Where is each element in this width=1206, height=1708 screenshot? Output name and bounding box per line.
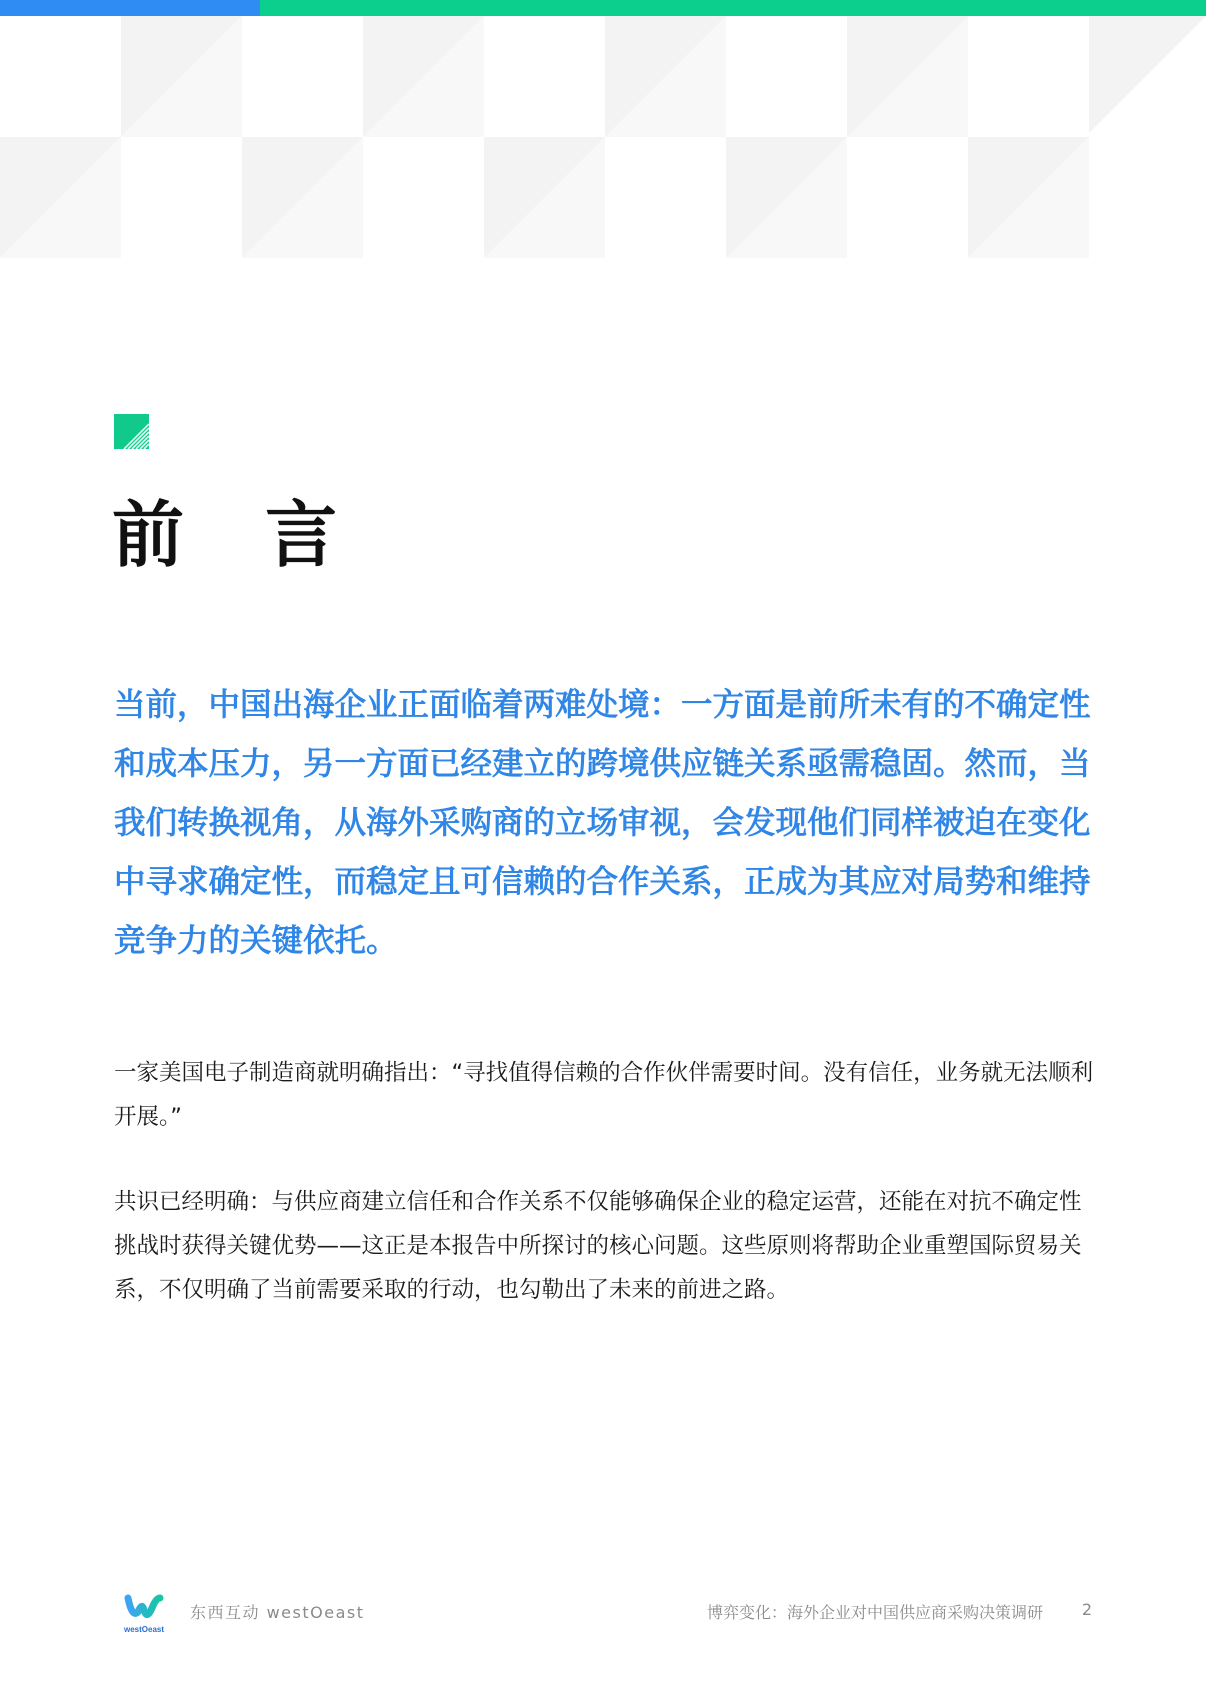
top-bar-green-segment [260, 0, 1206, 16]
brand-name: 东西互动 westOeast [190, 1603, 365, 1622]
top-accent-bar [0, 0, 1206, 16]
body-paragraph-quote: 一家美国电子制造商就明确指出：“寻找值得信赖的合作伙伴需要时间。没有信任，业务就无法顺利开展。” [114, 1060, 1094, 1130]
decorative-triangle-pattern [0, 16, 1206, 260]
section-marker-icon [114, 414, 149, 449]
page-footer [0, 1580, 1206, 1640]
top-bar-blue-segment [0, 0, 260, 16]
lead-paragraph: 当前，中国出海企业正面临着两难处境：一方面是前所未有的不确定性和成本压力，另一方面已经建立的跨境供应链关系亟需稳固。然而，当我们转换视角，从海外采购商的立场审视，会发现他们同样被迫在变化中寻求确定性，而稳定且可信赖的合作关系，正成为其应对局势和维持竞争力的关键依托。 [114, 687, 1091, 959]
report-title: 博弈变化：海外企业对中国供应商采购决策调研 [706, 1603, 1043, 1622]
page-heading: 前 言 [112, 493, 366, 577]
logo-wordmark: westOeast [123, 1625, 165, 1634]
body-paragraph-consensus: 共识已经明确：与供应商建立信任和合作关系不仅能够确保企业的稳定运营，还能在对抗不确定性挑战时获得关键优势——这正是本报告中所探讨的核心问题。这些原则将帮助企业重塑国际贸易关系，不仅明确了当前需要采取的行动，也勾勒出了未来的前进之路。 [114, 1189, 1082, 1303]
westoeast-logo-icon [114, 1592, 174, 1636]
page-number: 2 [1081, 1600, 1092, 1619]
